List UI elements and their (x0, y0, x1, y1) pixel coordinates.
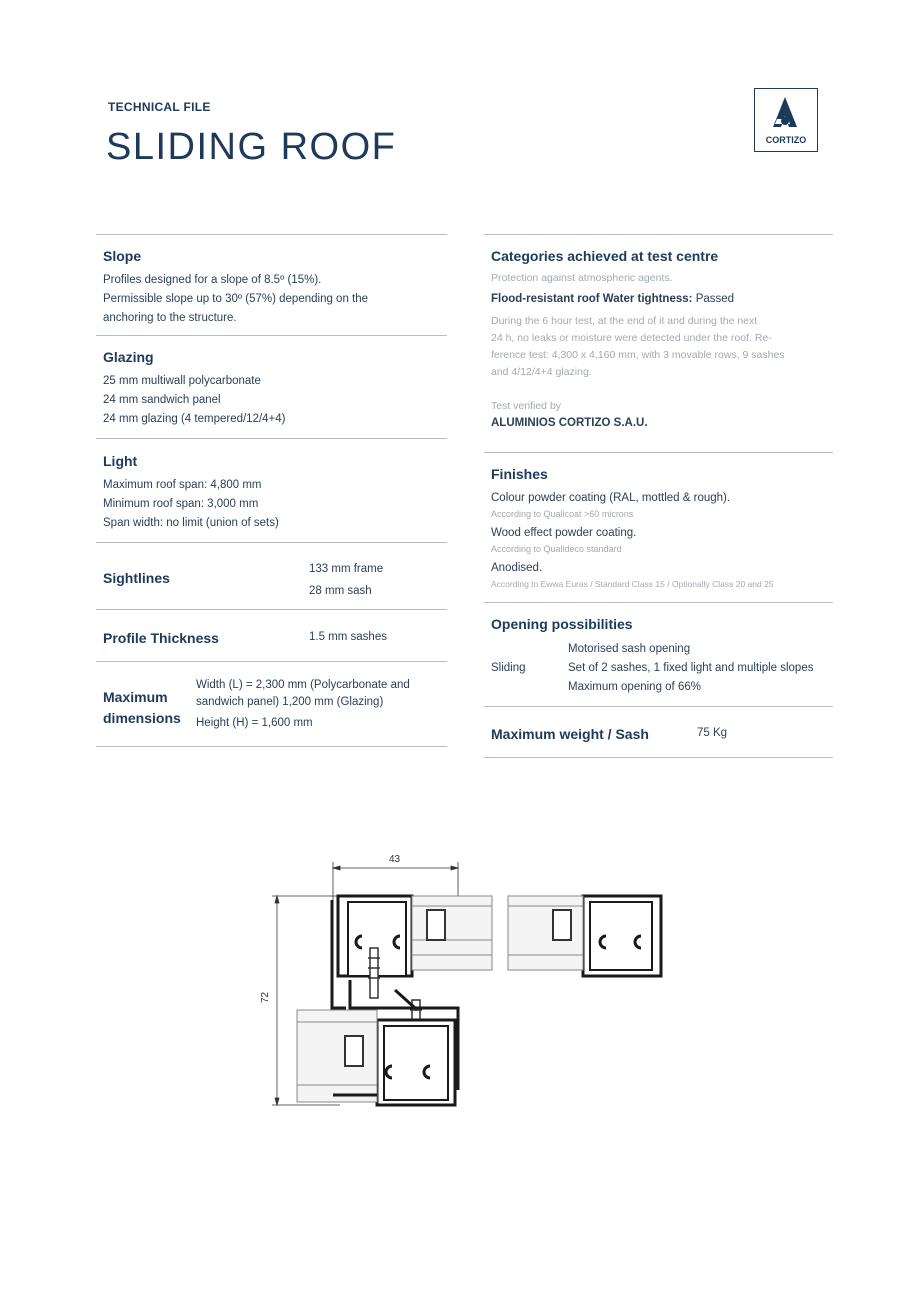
logo-wordmark: CORTIZO (765, 135, 807, 145)
categories-heading: Categories achieved at test centre (491, 248, 719, 264)
profile-section-drawing (250, 840, 680, 1120)
glazing-panel-right (508, 896, 583, 970)
test-line: ference test: 4,300 x 4,160 mm, with 3 movable rows, 9 sashes (491, 349, 785, 361)
divider (96, 609, 447, 610)
categories-sub: Protection against atmospheric agents. (491, 272, 673, 284)
divider (484, 602, 833, 603)
flood-value: Passed (695, 293, 735, 305)
light-line: Span width: no limit (union of sets) (103, 517, 279, 529)
sightline-value: 28 mm sash (309, 585, 372, 597)
screw-icon (368, 948, 380, 998)
sightlines-heading: Sightlines (103, 570, 170, 586)
glazing-heading: Glazing (103, 349, 154, 365)
finish-label: Colour powder coating (RAL, mottled & rough). (491, 492, 731, 504)
finish-note: According to Ewwa Euras / Standard Class 15 / Optionally Class 20 and 25 (491, 579, 774, 589)
finish-label: Anodised. (491, 562, 543, 574)
finish-note: According to Qualideco standard (491, 544, 622, 554)
test-line: and 4/12/4+4 glazing. (491, 366, 592, 378)
finishes-heading: Finishes (491, 466, 548, 482)
opening-heading: Opening possibilities (491, 616, 633, 632)
sightlines-values (309, 558, 383, 602)
light-line: Minimum roof span: 3,000 mm (103, 498, 259, 510)
divider (484, 452, 833, 453)
sightline-value: 133 mm frame (309, 563, 384, 575)
flood-result (491, 290, 734, 309)
glazing-line: 25 mm multiwall polycarbonate (103, 375, 261, 387)
slope-heading: Slope (103, 248, 142, 264)
page-title: SLIDING ROOF (106, 126, 397, 168)
opening-line: Maximum opening of 66% (568, 681, 701, 693)
glazing-line: 24 mm sandwich panel (103, 394, 221, 406)
flood-label: Flood-resistant roof Water tightness: (491, 293, 693, 305)
dimensions-heading-line: dimensions (103, 710, 181, 726)
divider (484, 706, 833, 707)
height-dimension-label: 72 (260, 991, 271, 1003)
light-line: Maximum roof span: 4,800 mm (103, 479, 262, 491)
divider (96, 234, 447, 235)
finish-label: Wood effect powder coating. (491, 527, 637, 539)
divider (96, 746, 447, 747)
light-heading: Light (103, 453, 138, 469)
sash-profile-lower (377, 1020, 455, 1105)
document-eyebrow: TECHNICAL FILE (108, 100, 211, 114)
divider (96, 335, 447, 336)
glazing-line: 24 mm glazing (4 tempered/12/4+4) (103, 413, 286, 425)
slope-text (103, 271, 368, 328)
dimensions-line: Height (H) = 1,600 mm (196, 717, 313, 729)
dimensions-text (196, 677, 410, 732)
verified-by: ALUMINIOS CORTIZO S.A.U. (491, 417, 648, 429)
thickness-heading: Profile Thickness (103, 630, 219, 646)
glazing-panel-upper (412, 896, 492, 970)
finish-note: According to Qualicoat >60 microns (491, 509, 634, 519)
weight-heading: Maximum weight / Sash (491, 726, 649, 742)
thickness-value: 1.5 mm sashes (309, 631, 387, 643)
test-line: 24 h, no leaks or moisture were detected under the roof. Re- (491, 332, 772, 344)
weight-value: 75 Kg (697, 727, 728, 739)
width-dimension-label: 43 (389, 854, 401, 865)
divider (96, 542, 447, 543)
slope-line: Permissible slope up to 30º (57%) depending on the (103, 293, 369, 305)
verified-label: Test verified by (491, 400, 562, 412)
light-text (103, 476, 279, 533)
opening-line: Motorised sash opening (568, 643, 691, 655)
divider (96, 438, 447, 439)
dimensions-line: sandwich panel) 1,200 mm (Glazing) (196, 696, 384, 708)
glazing-panel-lower (297, 1010, 377, 1102)
test-line: During the 6 hour test, at the end of it and during the next (491, 315, 758, 327)
divider (484, 234, 833, 235)
opening-text (568, 640, 813, 697)
glazing-text (103, 372, 286, 429)
slope-line: anchoring to the structure. (103, 312, 237, 324)
opening-type: Sliding (491, 662, 526, 674)
frame-profile-right (583, 896, 661, 976)
dimensions-heading-line: Maximum (103, 689, 168, 705)
divider (484, 757, 833, 758)
dimensions-heading (103, 687, 181, 729)
dimensions-line: Width (L) = 2,300 mm (Polycarbonate and (196, 679, 410, 691)
slope-line: Profiles designed for a slope of 8.5º (15%). (103, 274, 322, 286)
divider (96, 661, 447, 662)
test-description (491, 313, 785, 381)
cortizo-logo (754, 88, 818, 152)
opening-line: Set of 2 sashes, 1 fixed light and multiple slopes (568, 662, 814, 674)
